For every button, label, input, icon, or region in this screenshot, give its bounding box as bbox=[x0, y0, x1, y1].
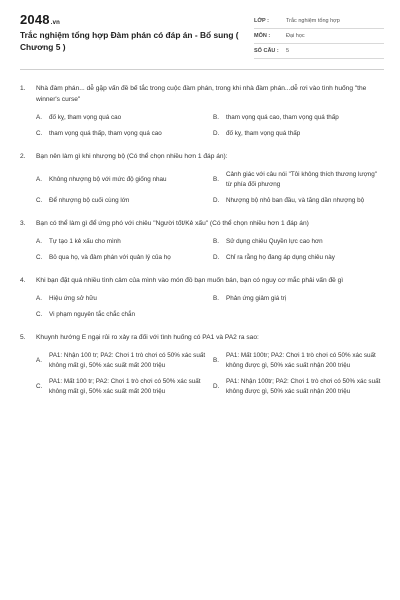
header-divider bbox=[20, 69, 384, 70]
option-letter: A. bbox=[36, 238, 42, 245]
question-5 bbox=[20, 332, 384, 397]
option-text: Cảnh giác với câu nói "Tôi không thích thương lượng" từ phía đối phương bbox=[226, 171, 377, 188]
question-2 bbox=[20, 151, 384, 206]
option-a[interactable] bbox=[36, 170, 207, 190]
option-grid bbox=[36, 170, 384, 206]
option-text: Bỏ qua họ, và đàm phán với quản lý của họ bbox=[49, 254, 171, 261]
question-stem bbox=[20, 275, 384, 286]
meta-row-subject bbox=[254, 29, 384, 44]
option-letter: B. bbox=[213, 176, 219, 183]
question-number: 3. bbox=[20, 220, 26, 227]
question-stem bbox=[20, 332, 384, 343]
question-text: Bạn nên làm gì khi nhượng bộ (Có thể chọn nhiều hơn 1 đáp án): bbox=[36, 153, 228, 160]
option-letter: D. bbox=[213, 383, 220, 390]
option-text: tham vọng quá cao, tham vọng quá thấp bbox=[226, 114, 339, 121]
option-a[interactable] bbox=[36, 113, 207, 123]
option-c[interactable] bbox=[36, 253, 207, 263]
option-a[interactable] bbox=[36, 294, 207, 304]
option-letter: C. bbox=[36, 383, 43, 390]
option-text: Sử dụng chiêu Quyền lực cao hơn bbox=[226, 238, 323, 245]
option-c[interactable] bbox=[36, 310, 207, 320]
logo-main: 2048 bbox=[20, 12, 50, 27]
header bbox=[20, 12, 384, 59]
site-logo[interactable] bbox=[20, 12, 245, 27]
option-text: PA1: Mất 100tr; PA2: Chơi 1 trò chơi có 50% xác suất không được gì, 50% xác suất nhận 200 triệu bbox=[226, 352, 376, 369]
option-text: Nhượng bộ nhỏ ban đầu, và tăng dần nhượng bộ bbox=[226, 197, 365, 204]
option-d[interactable] bbox=[213, 196, 384, 206]
option-letter: C. bbox=[36, 130, 43, 137]
option-grid bbox=[36, 113, 384, 139]
meta-value: Đại học bbox=[286, 33, 305, 39]
option-text: Tự tạo 1 kẻ xấu cho mình bbox=[49, 238, 121, 245]
option-text: Không nhượng bộ với mức độ giống nhau bbox=[49, 176, 167, 183]
option-text: tham vọng quá thấp, tham vọng quá cao bbox=[49, 130, 162, 137]
option-letter: C. bbox=[36, 254, 43, 261]
option-b[interactable] bbox=[213, 113, 384, 123]
meta-key: MÔN : bbox=[254, 33, 271, 39]
option-d[interactable] bbox=[213, 377, 384, 397]
question-text: Bạn có thể làm gì để ứng phó với chiêu "Người tốt/Kẻ xấu" (Có thể chọn nhiều hơn 1 đáp án) bbox=[36, 220, 309, 227]
option-letter: D. bbox=[213, 254, 220, 261]
option-text: Chỉ ra rằng họ đang áp dụng chiêu này bbox=[226, 254, 335, 261]
question-3 bbox=[20, 218, 384, 263]
option-letter: B. bbox=[213, 238, 219, 245]
question-text: Nhà đàm phán... dễ gặp vấn đề bế tắc trong cuộc đàm phán, trong khi nhà đàm phán...dễ rơi vào tình huống "the winner's curse" bbox=[36, 85, 367, 103]
option-a[interactable] bbox=[36, 237, 207, 247]
option-letter: A. bbox=[36, 295, 42, 302]
question-number: 4. bbox=[20, 277, 26, 284]
option-letter: D. bbox=[213, 130, 220, 137]
question-number: 5. bbox=[20, 334, 26, 341]
option-c[interactable] bbox=[36, 377, 207, 397]
option-letter: C. bbox=[36, 197, 43, 204]
document-title: Trắc nghiệm tổng hợp Đàm phán có đáp án - Bổ sung ( Chương 5 ) bbox=[20, 30, 239, 52]
option-d[interactable] bbox=[213, 129, 384, 139]
option-text: PA1: Nhận 100tr; PA2: Chơi 1 trò chơi có 50% xác suất không được gì, 50% xác suất nhận 200 triệu bbox=[226, 378, 381, 395]
option-grid bbox=[36, 237, 384, 263]
option-letter: B. bbox=[213, 114, 219, 121]
header-left bbox=[20, 12, 245, 59]
option-grid bbox=[36, 351, 384, 397]
option-d[interactable] bbox=[213, 253, 384, 263]
option-text: Hiệu ứng sở hữu bbox=[49, 295, 97, 302]
option-grid bbox=[36, 294, 384, 320]
option-letter: C. bbox=[36, 311, 43, 318]
option-b[interactable] bbox=[213, 294, 384, 304]
option-text: đố kỵ, tham vọng quá cao bbox=[49, 114, 122, 121]
option-b[interactable] bbox=[213, 170, 384, 190]
meta-row-class bbox=[254, 14, 384, 29]
question-text: Khuynh hướng E ngại rủi ro xảy ra đối với tình huống có PA1 và PA2 ra sao: bbox=[36, 334, 259, 341]
option-b[interactable] bbox=[213, 351, 384, 371]
question-stem bbox=[20, 83, 384, 105]
question-number: 1. bbox=[20, 85, 26, 92]
meta-value: Trắc nghiệm tổng hợp bbox=[286, 18, 340, 24]
meta-key: SỐ CÂU : bbox=[254, 48, 279, 54]
meta-table bbox=[254, 14, 384, 59]
option-letter: D. bbox=[213, 197, 220, 204]
question-1 bbox=[20, 83, 384, 139]
option-letter: A. bbox=[36, 357, 42, 364]
question-stem bbox=[20, 151, 384, 162]
question-list bbox=[20, 83, 384, 397]
option-letter: B. bbox=[213, 295, 219, 302]
option-letter: A. bbox=[36, 114, 42, 121]
option-text: Phản ứng giảm giá trị bbox=[226, 295, 287, 302]
meta-row-count bbox=[254, 44, 384, 59]
option-text: đố kỵ, tham vọng quá thấp bbox=[226, 130, 301, 137]
logo-suffix: .vn bbox=[50, 20, 61, 26]
option-letter: A. bbox=[36, 176, 42, 183]
meta-key: LỚP : bbox=[254, 18, 269, 24]
question-text: Khi bạn đặt quá nhiều tình cảm của mình vào món đồ bạn muốn bán, bạn có nguy cơ mắc phải vấn đề gì bbox=[36, 277, 344, 284]
question-stem bbox=[20, 218, 384, 229]
meta-value: 5 bbox=[286, 48, 290, 54]
option-text: Để nhượng bộ cuối cùng lớn bbox=[49, 197, 130, 204]
option-letter: B. bbox=[213, 357, 219, 364]
option-c[interactable] bbox=[36, 129, 207, 139]
question-number: 2. bbox=[20, 153, 26, 160]
option-text: Vi phạm nguyên tắc chắc chắn bbox=[49, 311, 135, 318]
option-b[interactable] bbox=[213, 237, 384, 247]
question-4 bbox=[20, 275, 384, 320]
option-a[interactable] bbox=[36, 351, 207, 371]
option-text: PA1: Mất 100 tr; PA2: Chơi 1 trò chơi có 50% xác suất không mất gì, 50% xác suất mất 200 triệu bbox=[49, 378, 201, 395]
option-text: PA1: Nhận 100 tr; PA2: Chơi 1 trò chơi có 50% xác suất không mất gì, 50% xác suất mất 200 triệu bbox=[49, 352, 206, 369]
option-c[interactable] bbox=[36, 196, 207, 206]
